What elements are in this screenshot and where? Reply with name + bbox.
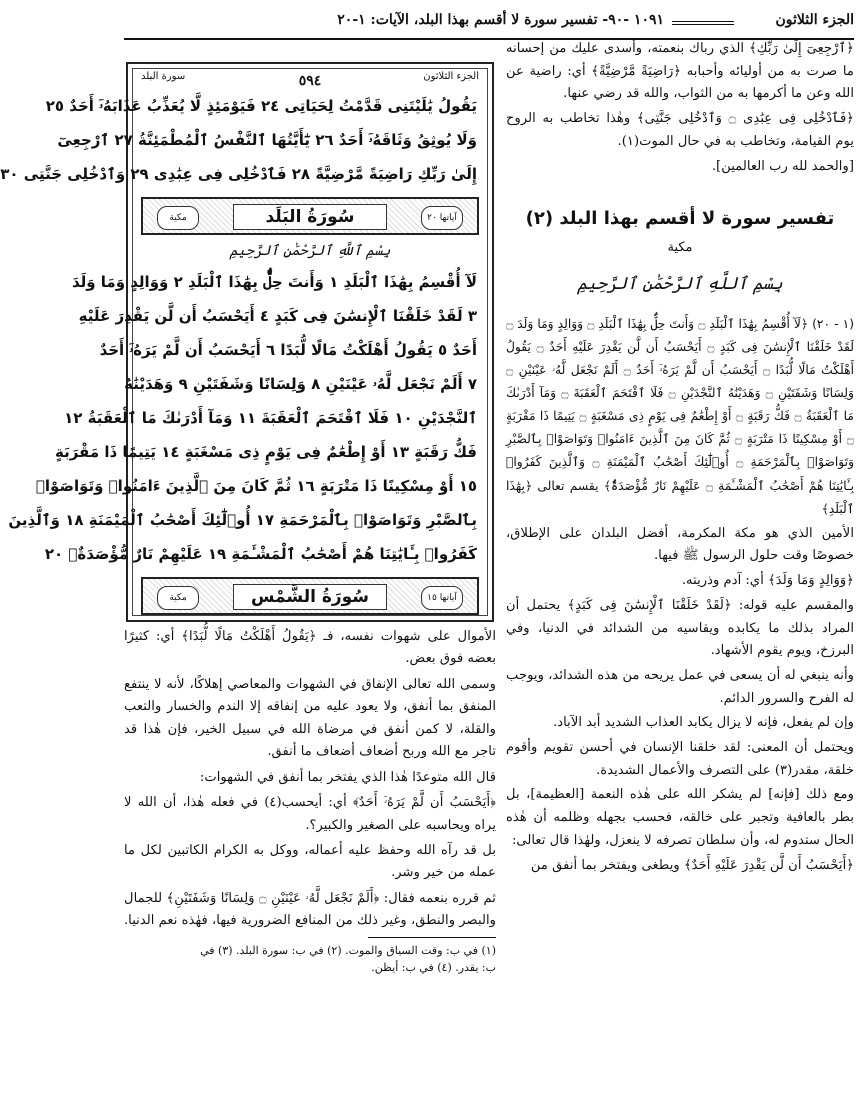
mushaf-page-number: ٥٩٤ bbox=[298, 73, 322, 89]
footnote-rule bbox=[368, 937, 496, 938]
juz-label: الجزء الثلاثون bbox=[775, 12, 854, 28]
paragraph: وأنه ينبغي له أن يسعى في عمل يريحه من هذه الشدائد، ويوجب له الفرح والسرور الدائم. bbox=[506, 667, 854, 706]
paragraph: ويحتمل أن المعنى: لقد خلقنا الإنسان في أحسن تقويم وأقوم خلقة، مقدر(٣) على التصرف والأعمال الشديدة. bbox=[506, 740, 854, 778]
paragraph: ومع ذلك [فإنه] لم يشكر الله على هٰذه النعمة [العظيمة]، بل بطر بالعافية وتجبر على خالقه، فحسب بجهله وظلمه أن هٰذه الحال ستدوم له، وأن سلطان تصرفه لا ينعزل، ولهٰذا قال تعالى: bbox=[506, 787, 854, 848]
sura-revelation-type: مكية bbox=[667, 240, 693, 256]
header-title: ١٠٩١ -٩٠- تفسير سورة لا أقسم بهذا البلد، الآيات: ١-٢٠ bbox=[337, 12, 664, 28]
paragraph: ثم قرره بنعمه فقال: ﴿أَلَمْ نَجْعَل لَّهُۥ عَيْنَيْنِ ۝ وَلِسَانًا وَشَفَتَيْنِ﴾ للجمال والبصر والنطق، وغير ذلك من المنافع الضرورية فيها، فهٰذه نعم الدنيا. bbox=[123, 890, 496, 929]
mushaf-line: فَكُّ رَقَبَةٍ ١٣ أَوْ إِطْعَٰمٌ فِى يَوْمٍ ذِى مَسْغَبَةٍ ١٤ يَتِيمًا ذَا مَقْرَبَةٍ bbox=[55, 443, 477, 461]
mushaf-line: إِلَىٰ رَبِّكِ رَاضِيَةً مَّرْضِيَّةً ٢٨ فَٱدْخُلِى فِى عِبَٰدِى ٢٩ وَٱدْخُلِى جَنَّتِى ٣٠ bbox=[0, 165, 477, 183]
mushaf-line: ٧ أَلَمْ نَجْعَل لَّهُۥ عَيْنَيْنِ ٨ وَلِسَانًا وَشَفَتَيْنِ ٩ وَهَدَيْنَٰهُ bbox=[124, 375, 477, 393]
mushaf-line: كَفَرُوا۟ بِـَٔايَٰتِنَا هُمْ أَصْحَٰبُ ٱلْمَشْـَٔمَةِ ١٩ عَلَيْهِمْ نَارٌ مُّؤْصَدَةٌۢ ٢٠ bbox=[44, 545, 477, 563]
left-column bbox=[124, 626, 496, 976]
mushaf-page-panel bbox=[0, 62, 494, 622]
paragraph: والمقسم عليه قوله: ﴿لَقَدْ خَلَقْنَا ٱلْإِنسَٰنَ فِى كَبَدٍ﴾ يحتمل أن المراد بذلك ما يكابده ويقاسيه من الشدائد في الدنيا، وفي البرزخ، ويوم يقوم الأشهاد. bbox=[506, 597, 854, 659]
revelation-badge: مكية bbox=[157, 586, 199, 610]
mushaf-line: ٣ لَقَدْ خَلَقْنَا ٱلْإِنسَٰنَ فِى كَبَدٍ ٤ أَيَحْسَبُ أَن لَّن يَقْدِرَ عَلَيْهِ bbox=[78, 307, 477, 325]
paragraph: قال الله متوعدًا هٰذا الذي يفتخر بما أنفق في الشهوات: bbox=[199, 769, 496, 785]
footnotes bbox=[124, 942, 496, 976]
right-column bbox=[506, 38, 854, 1108]
mushaf-juz-label: الجزء الثلاثون bbox=[423, 71, 479, 82]
mushaf-line: يَقُولُ يَٰلَيْتَنِى قَدَّمْتُ لِحَيَاتِى ٢٤ فَيَوْمَئِذٍ لَّا يُعَذِّبُ عَذَابَهُۥٓ أَحَدٌ ٢٥ bbox=[45, 97, 477, 115]
mushaf-basmala: بِسْمِ ٱللَّهِ ٱلرَّحْمَٰنِ ٱلرَّحِيمِ bbox=[229, 243, 391, 259]
paragraph: وإن لم يفعل، فإنه لا يزال يكابد العذاب الشديد أبد الآباد. bbox=[553, 715, 854, 731]
ayah-count-badge: آياتها ١٥ bbox=[421, 586, 463, 610]
sura-commentary-title: تفسير سورة لا أقسم بهذا البلد (٢) bbox=[525, 208, 835, 230]
mushaf-line: وَلَا يُوثِقُ وَثَاقَهُۥٓ أَحَدٌ ٢٦ يَٰٓأَيَّتُهَا ٱلنَّفْسُ ٱلْمُطْمَئِنَّةُ ٢٧ ٱرْجِعِىٓ bbox=[57, 131, 477, 149]
paragraph: وسمى الله تعالى الإنفاق في الشهوات والمعاصي إهلاكًا، لأنه لا ينتفع المنفق بما أنفق، ولا يعود عليه من إنفاقه إلا الندم والخسار والتعب والقلة، لا كمن أنفق في مرضاة الله في سبيل الخير، فإن هٰذا قد تاجر مع الله وربح أضعاف أضعاف ما أنفق. bbox=[124, 676, 496, 760]
sura-header-band bbox=[141, 577, 479, 615]
quran-verse-block: (١ - ٢٠) ﴿لَآ أُقْسِمُ بِهَٰذَا ٱلْبَلَدِ ۝ وَأَنتَ حِلٌّۢ بِهَٰذَا ٱلْبَلَدِ ۝ وَوَالِدٍ وَمَا وَلَدَ ۝ لَقَدْ خَلَقْنَا ٱلْإِنسَٰنَ فِى كَبَدٍ ۝ أَيَحْسَبُ أَن لَّن يَقْدِرَ عَلَيْهِ أَحَدٌ ۝ يَقُولُ أَهْلَكْتُ مَالًا لُّبَدًا ۝ أَيَحْسَبُ أَن لَّمْ يَرَهُۥٓ أَحَدٌ ۝ أَلَمْ نَجْعَل لَّهُۥ عَيْنَيْنِ ۝ وَلِسَانًا وَشَفَتَيْنِ ۝ وَهَدَيْنَٰهُ ٱلنَّجْدَيْنِ ۝ فَلَا ٱقْتَحَمَ ٱلْعَقَبَةَ ۝ وَمَآ أَدْرَىٰكَ مَا ٱلْعَقَبَةُ ۝ فَكُّ رَقَبَةٍ ۝ أَوْ إِطْعَٰمٌ فِى يَوْمٍ ذِى مَسْغَبَةٍ ۝ يَتِيمًا ذَا مَقْرَبَةٍ ۝ أَوْ مِسْكِينًا ذَا مَتْرَبَةٍ ۝ ثُمَّ كَانَ مِنَ ٱلَّذِينَ ءَامَنُوا۟ وَتَوَاصَوْا۟ بِٱلصَّبْرِ وَتَوَاصَوْا۟ بِٱلْمَرْحَمَةِ ۝ أُو۟لَٰٓئِكَ أَصْحَٰبُ ٱلْمَيْمَنَةِ ۝ وَٱلَّذِينَ كَفَرُوا۟ بِـَٔايَٰتِنَا هُمْ أَصْحَٰبُ ٱلْمَشْـَٔمَةِ ۝ عَلَيْهِمْ نَارٌ مُّؤْصَدَةٌۢ﴾ يقسم تعالى ﴿بِهَٰذَا ٱلْبَلَدِ﴾ bbox=[506, 316, 855, 516]
header-rule-short bbox=[672, 21, 734, 25]
paragraph: الأموال على شهوات نفسه، فـ ﴿يَقُولُ أَهْلَكْتُ مَالًا لُّبَدًا﴾ أي: كثيرًا بعضه فوق بعض. bbox=[124, 629, 496, 667]
paragraph: ﴿ٱرْجِعِىٓ إِلَىٰ رَبِّكِ﴾ الذي رباك بنعمته، وأسدى عليك من إحسانه ما صرت به من أوليائه وأحبابه ﴿رَاضِيَةً مَّرْضِيَّةً﴾ أي: راضية عن الله وعن ما أكرمها به من الثواب، والله قد رضي عنها. bbox=[506, 41, 854, 102]
mushaf-line: بِٱلصَّبْرِ وَتَوَاصَوْا۟ بِٱلْمَرْحَمَةِ ١٧ أُو۟لَٰٓئِكَ أَصْحَٰبُ ٱلْمَيْمَنَةِ ١٨ وَٱلَّذِينَ bbox=[8, 511, 477, 529]
footnote-line: (١) في ب: وقت السياق والموت. (٢) في ب: سورة البلد. (٣) في bbox=[200, 943, 496, 957]
mushaf-top-bar bbox=[141, 71, 479, 87]
closing-bracket-text: [والحمد لله رب العالمين]. bbox=[711, 158, 854, 174]
paragraph: بل قد رآه الله وحفظ عليه أعماله، ووكل به الكرام الكاتبين لكل ما عمله من خير وشر. bbox=[124, 842, 496, 881]
running-header bbox=[124, 8, 854, 34]
mushaf-line: ١٥ أَوْ مِسْكِينًا ذَا مَتْرَبَةٍ ١٦ ثُمَّ كَانَ مِنَ ٱلَّذِينَ ءَامَنُوا۟ وَتَوَاصَوْا۟ bbox=[35, 477, 477, 495]
mushaf-line: لَآ أُقْسِمُ بِهَٰذَا ٱلْبَلَدِ ١ وَأَنتَ حِلٌّۢ بِهَٰذَا ٱلْبَلَدِ ٢ وَوَالِدٍ وَمَا وَلَدَ bbox=[71, 273, 477, 291]
sura-header-band bbox=[141, 197, 479, 235]
mushaf-line: ٱلنَّجْدَيْنِ ١٠ فَلَا ٱقْتَحَمَ ٱلْعَقَبَةَ ١١ وَمَآ أَدْرَىٰكَ مَا ٱلْعَقَبَةُ ١٢ bbox=[64, 409, 477, 427]
sura-name: سُورَةُ الشَّمْس bbox=[233, 584, 387, 610]
basmala-calligraphy: بِسْمِ ٱللَّهِ ٱلرَّحْمَٰنِ ٱلرَّحِيمِ bbox=[577, 273, 783, 294]
mushaf-line: أَحَدٌ ٥ يَقُولُ أَهْلَكْتُ مَالًا لُّبَدًا ٦ أَيَحْسَبُ أَن لَّمْ يَرَهُۥٓ أَحَدٌ bbox=[99, 341, 477, 359]
paragraph: الأمين الذي هو مكة المكرمة، أفضل البلدان على الإطلاق، خصوصًا وقت حلول الرسول ﷺ فيها. bbox=[506, 525, 854, 564]
ayah-count-badge: آياتها ٢٠ bbox=[421, 206, 463, 230]
paragraph: ﴿أَيَحْسَبُ أَن لَّمْ يَرَهُۥٓ أَحَدٌ﴾ أي: أيحسب(٤) في فعله هٰذا، أن الله لا يراه ويحاسبه على الصغير والكبير؟. bbox=[124, 795, 496, 833]
footnote-line: ب: يقدر. (٤) في ب: أيظن. bbox=[371, 960, 496, 974]
revelation-badge: مكية bbox=[157, 206, 199, 230]
paragraph: ﴿أَيَحْسَبُ أَن لَّن يَقْدِرَ عَلَيْهِ أَحَدٌ﴾ ويطغى ويفتخر بما أنفق من bbox=[530, 857, 854, 873]
mushaf-inner-border bbox=[0, 68, 488, 616]
sura-name: سُورَةُ البَلَد bbox=[233, 204, 387, 230]
paragraph: ﴿فَٱدْخُلِى فِى عِبَٰدِى ۝ وَٱدْخُلِى جَنَّتِى﴾ وهٰذا تخاطب به الروح يوم القيامة، وتخاطب به في حال الموت(١). bbox=[506, 111, 854, 149]
paragraph: ﴿وَوَالِدٍ وَمَا وَلَدَ﴾ أي: آدم وذريته. bbox=[681, 573, 854, 589]
mushaf-sura-label: سورة البلد bbox=[141, 71, 186, 82]
